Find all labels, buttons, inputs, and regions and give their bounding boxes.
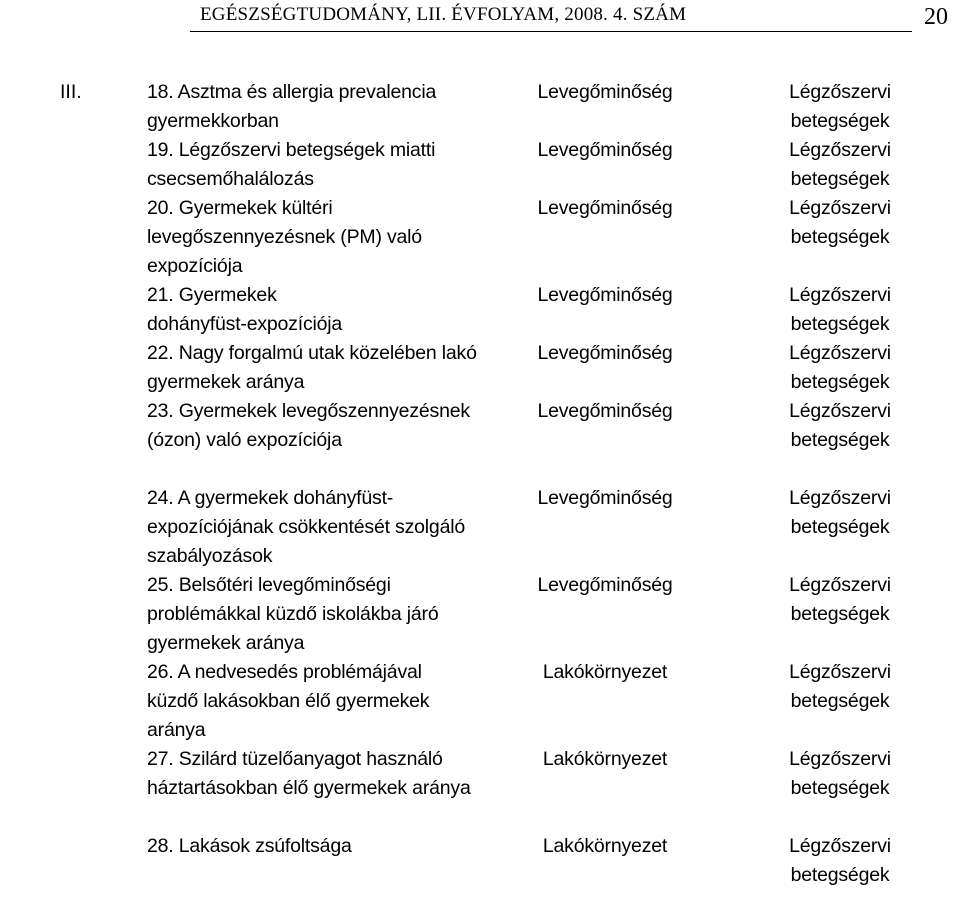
table-row: [0, 397, 960, 484]
header-rule: [190, 31, 912, 32]
indicator-cell: 28. Lakások zsúfoltsága: [147, 835, 352, 857]
table-row: [0, 658, 960, 745]
table-row: [0, 484, 960, 571]
domain-cell: Levegőminőség: [537, 81, 673, 103]
indicator-cell: 24. A gyermekek dohányfüst-expozíciójának csökkentését szolgáló szabályozások: [147, 487, 465, 567]
subdomain-cell: Légzőszervi betegségek: [789, 342, 891, 393]
subdomain-cell: Légzőszervi betegségek: [789, 487, 891, 538]
indicator-cell: 19. Légzőszervi betegségek miatti csecsemőhalálozás: [147, 139, 436, 190]
table-row: [0, 571, 960, 658]
domain-cell: Levegőminőség: [537, 342, 673, 364]
table-row: [0, 78, 960, 136]
subdomain-cell: Légzőszervi betegségek: [789, 574, 891, 625]
table-row: [0, 339, 960, 397]
indicator-cell: 27. Szilárd tüzelőanyagot használó háztartásokban élő gyermekek aránya: [147, 748, 471, 799]
subdomain-cell: Légzőszervi betegségek: [789, 661, 891, 712]
indicator-cell: 21. Gyermekek dohányfüst-expozíciója: [147, 284, 343, 335]
subdomain-cell: Légzőszervi betegségek: [789, 139, 891, 190]
domain-cell: Levegőminőség: [537, 487, 673, 509]
domain-cell: Lakókörnyezet: [542, 748, 668, 770]
table-row: [0, 136, 960, 194]
domain-cell: Lakókörnyezet: [542, 661, 668, 683]
domain-cell: Levegőminőség: [537, 400, 673, 422]
subdomain-cell: Légzőszervi betegségek: [789, 284, 891, 335]
page-header: [0, 0, 960, 40]
domain-cell: Lakókörnyezet: [542, 835, 668, 857]
table-row: [0, 832, 960, 890]
page-number: 20: [924, 4, 948, 30]
table-row: [0, 281, 960, 339]
domain-cell: Levegőminőség: [537, 284, 673, 306]
indicator-cell: 23. Gyermekek levegőszennyezésnek (ózon) való expozíciója: [147, 400, 470, 451]
subdomain-cell: Légzőszervi betegségek: [789, 835, 891, 886]
section-label: III.: [60, 81, 82, 103]
table-row: [0, 745, 960, 832]
indicator-cell: 25. Belsőtéri levegőminőségi problémákkal küzdő iskolákba járó gyermekek aránya: [147, 574, 439, 654]
subdomain-cell: Légzőszervi betegségek: [789, 197, 891, 248]
domain-cell: Levegőminőség: [537, 197, 673, 219]
domain-cell: Levegőminőség: [537, 139, 673, 161]
indicator-cell: 22. Nagy forgalmú utak közelében lakó gyermekek aránya: [147, 342, 477, 393]
domain-cell: Levegőminőség: [537, 574, 673, 596]
indicator-cell: 26. A nedvesedés problémájával küzdő lakásokban élő gyermekek aránya: [147, 661, 430, 741]
subdomain-cell: Légzőszervi betegségek: [789, 748, 891, 799]
journal-title: EGÉSZSÉGTUDOMÁNY, LII. ÉVFOLYAM, 2008. 4. SZÁM: [200, 4, 687, 25]
subdomain-cell: Légzőszervi betegségek: [789, 400, 891, 451]
table-row: [0, 194, 960, 281]
indicator-cell: 20. Gyermekek kültéri levegőszennyezésnek (PM) való expozíciója: [147, 197, 422, 277]
indicator-cell: 18. Asztma és allergia prevalencia gyermekkorban: [147, 81, 437, 132]
subdomain-cell: Légzőszervi betegségek: [789, 81, 891, 132]
